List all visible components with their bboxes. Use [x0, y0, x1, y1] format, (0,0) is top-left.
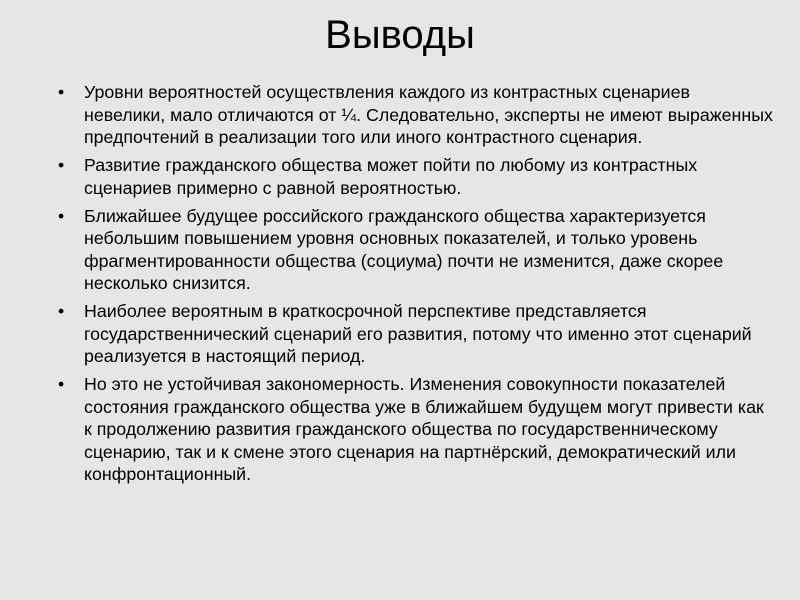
bullet-item	[58, 205, 773, 295]
bullet-item	[58, 373, 773, 486]
bullet-text: Развитие гражданского общества может пойти по любому из контрастных сценариев примерно с равной вероятностью.	[84, 155, 698, 198]
bullet-item	[58, 81, 773, 149]
bullet-item	[58, 300, 773, 368]
bullet-text: Наиболее вероятным в краткосрочной перспективе представляется государственнический сценарий его развития, потому что именно этот сценарий реализуется в настоящий период.	[84, 301, 752, 366]
slide-title: Выводы	[325, 13, 475, 57]
bullet-text: Ближайшее будущее российского гражданского общества характеризуется небольшим повышением уровня основных показателей, и только уровень фрагментированности общества (социума) почти не изменится, даже скорее несколько снизится.	[84, 205, 724, 293]
bullet-icon: •	[58, 301, 65, 321]
bullet-text: Но это не устойчивая закономерность. Изменения совокупности показателей состояния гражданского общества уже в ближайшем будущем могут привести как к продолжению развития гражданского общества по государственническому сценарию, так и к смене этого сценария на партнёрский, демократический или конфронтационный.	[84, 374, 764, 484]
bullet-text: Уровни вероятностей осуществления каждого из контрастных сценариев невелики, мало отличаются от ¼. Следовательно, эксперты не имеют выраженных предпочтений в реализации того или иного контрастного сценария.	[84, 82, 773, 147]
bullet-icon: •	[58, 155, 65, 175]
bullet-icon: •	[58, 374, 65, 394]
bullet-icon: •	[58, 205, 65, 226]
bullet-icon: •	[58, 82, 65, 102]
bullet-item	[58, 154, 773, 199]
bullet-list	[58, 81, 773, 491]
